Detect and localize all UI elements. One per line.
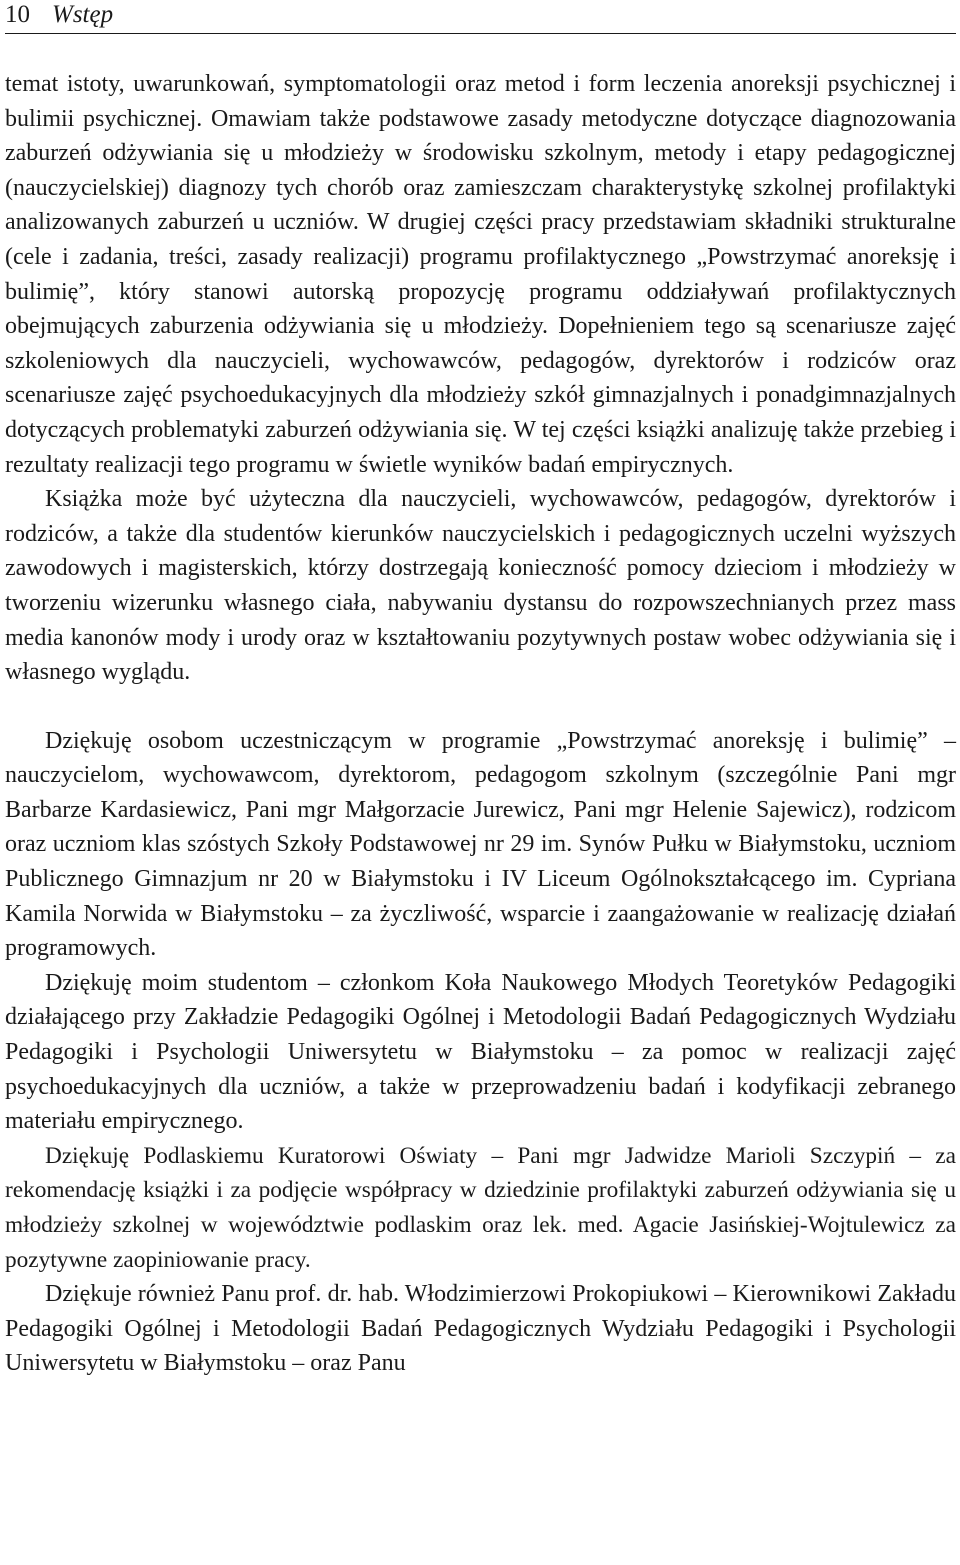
section-title: Wstęp bbox=[52, 1, 114, 28]
body-text bbox=[5, 67, 956, 1381]
paragraph-thanks-curator: Dziękuję Podlaskiemu Kuratorowi Oświaty – Pani mgr Jadwidze Marioli Szczypiń – za rekomendację książki i za podjęcie współpracy w dziedzinie profilaktyki zaburzeń odżywiania się u młodzieży szkolnej w województwie podlaskim oraz lek. med. Agacie Jasińskiej-Wojtulewicz za pozytywne zaopiniowanie pracy. bbox=[5, 1142, 956, 1273]
section-break bbox=[5, 690, 956, 724]
paragraph-thanks-participants: Dziękuję osobom uczestniczącym w programie „Powstrzymać anoreksję i bulimię” – nauczycielom, wychowawcom, dyrektorom, pedagogom szkolnym (szczególnie Pani mgr Barbarze Kardasiewicz, Pani mgr Małgorzacie Jurewicz, Pani mgr Helenie Sajewicz), rodzicom oraz uczniom klas szóstych Szkoły Podstawowej nr 29 im. Synów Pułku w Białymstoku, uczniom Publicznego Gimnazjum nr 20 w Białymstoku i IV Liceum Ogólnokształcącego im. Cypriana Kamila Norwida w Białymstoku – za życzliwość, wsparcie i zaangażowanie w realizację działań programowych. bbox=[5, 727, 956, 962]
paragraph-continued: temat istoty, uwarunkowań, symptomatologii oraz metod i form leczenia anoreksji psychicznej i bulimii psychicznej. Omawiam także podstawowe zasady metodyczne dotyczące diagnozowania zaburzeń odżywiania się u młodzieży w środowisku szkolnym, metody i etapy pedagogicznej (nauczycielskiej) diagnozy tych chorób oraz zamieszczam charakterystykę szkolnej profilaktyki analizowanych zaburzeń u uczniów. W drugiej części pracy przedstawiam składniki strukturalne (cele i zadania, treści, zasady realizacji) programu profilaktycznego „Powstrzymać anoreksję i bulimię”, który stanowi autorską propozycję programu oddziaływań profilaktycznych obejmujących zaburzenia odżywiania się u młodzieży. Dopełnieniem tego są scenariusze zajęć szkoleniowych dla nauczycieli, wychowawców, pedagogów, dyrektorów i rodziców oraz scenariusze zajęć psychoedukacyjnych dla młodzieży szkół gimnazjalnych i ponadgimnazjalnych dotyczących problematyki zaburzeń odżywiania się. W tej części książki analizuję także przebieg i rezultaty realizacji tego programu w świetle wyników badań empirycznych. bbox=[5, 71, 956, 478]
paragraph-audience: Książka może być użyteczna dla nauczycieli, wychowawców, pedagogów, dyrektorów i rodziców, a także dla studentów kierunków nauczycielskich i pedagogicznych uczelni wyższych zawodowych i magisterskich, którzy dostrzegają konieczność pomocy dzieciom i młodzieży w tworzeniu wizerunku własnego ciała, nabywaniu dystansu do rozpowszechnianych przez mass media kanonów mody i urody oraz w kształtowaniu pozytywnych postaw wobec odżywiania się i własnego wyglądu. bbox=[5, 486, 956, 686]
running-header bbox=[5, 0, 956, 34]
page-number: 10 bbox=[5, 1, 30, 28]
paragraph-thanks-professor: Dziękuje również Panu prof. dr. hab. Włodzimierzowi Prokopiukowi – Kierownikowi Zakładu Pedagogiki Ogólnej i Metodologii Badań Pedagogicznych Wydziału Pedagogiki i Psychologii Uniwersytetu w Białymstoku – oraz Panu bbox=[5, 1281, 956, 1377]
paragraph-thanks-students: Dziękuję moim studentom – członkom Koła Naukowego Młodych Teoretyków Pedagogiki działającego przy Zakładzie Pedagogiki Ogólnej i Metodologii Badań Pedagogicznych Wydziału Pedagogiki i Psychologii Uniwersytetu w Białymstoku – za pomoc w realizacji zajęć psychoedukacyjnych dla uczniów, a także w przeprowadzeniu badań i kodyfikacji zebranego materiału empirycznego. bbox=[5, 969, 956, 1135]
